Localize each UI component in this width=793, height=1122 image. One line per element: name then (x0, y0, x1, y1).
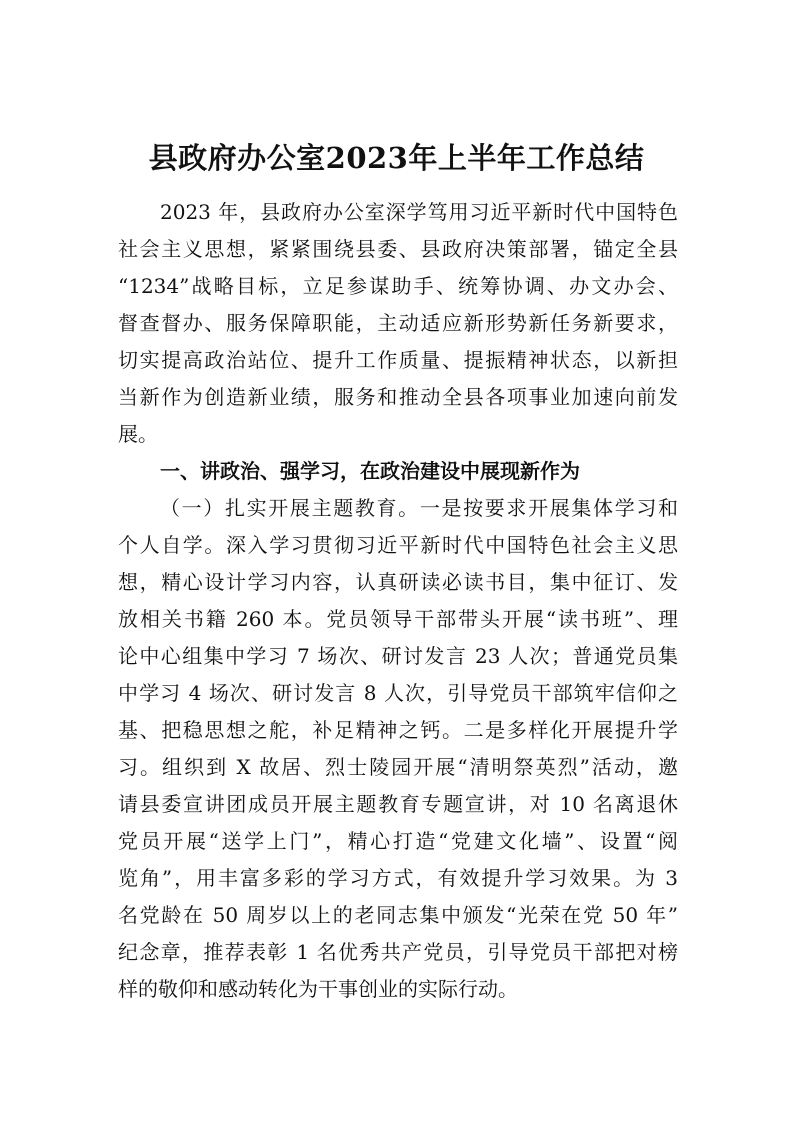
text-line: 览角”，用丰富多彩的学习方式，有效提升学习效果。为 3 (118, 866, 678, 890)
section-heading: 一、讲政治、强学习，在政治建设中展现新作为 (160, 459, 580, 483)
text-line: 督查督办、服务保障职能，主动适应新形势新任务新要求， (118, 311, 678, 335)
text-line: 2023 年，县政府办公室深学笃用习近平新时代中国特色 (160, 200, 678, 224)
text-line: 切实提高政治站位、提升工作质量、提振精神状态，以新担 (118, 348, 678, 372)
text-line: 基、把稳思想之舵，补足精神之钙。二是多样化开展提升学 (118, 718, 678, 742)
text-line: 个人自学。深入学习贯彻习近平新时代中国特色社会主义思 (118, 533, 678, 557)
intro-paragraph (118, 194, 678, 453)
document-body (118, 194, 678, 1008)
text-line: 论中心组集中学习 7 场次、研讨发言 23 人次；普通党员集 (118, 644, 678, 668)
document-title: 县政府办公室2023年上半年工作总结 (148, 141, 645, 175)
text-line: 展。 (118, 422, 158, 446)
text-line: 社会主义思想，紧紧围绕县委、县政府决策部署，锚定全县 (118, 237, 678, 261)
section-paragraph (118, 490, 678, 1008)
text-line: 中学习 4 场次、研讨发言 8 人次，引导党员干部筑牢信仰之 (118, 681, 678, 705)
text-line: 习。组织到 X 故居、烈士陵园开展“清明祭英烈”活动，邀 (118, 755, 678, 779)
text-line: “1234”战略目标，立足参谋助手、统筹协调、办文办会、 (118, 274, 678, 298)
text-line: 当新作为创造新业绩，服务和推动全县各项事业加速向前发 (118, 385, 678, 409)
text-line: 名党龄在 50 周岁以上的老同志集中颁发“光荣在党 50 年” (118, 903, 678, 927)
text-line: 样的敬仰和感动转化为干事创业的实际行动。 (118, 977, 518, 1001)
text-line: 党员开展“送学上门”，精心打造“党建文化墙”、设置“阅 (118, 829, 678, 853)
text-line: 想，精心设计学习内容，认真研读必读书目，集中征订、发 (118, 570, 678, 594)
text-line: 纪念章，推荐表彰 1 名优秀共产党员，引导党员干部把对榜 (118, 940, 678, 964)
text-line: 放相关书籍 260 本。党员领导干部带头开展“读书班”、理 (118, 607, 678, 631)
text-line: 请县委宣讲团成员开展主题教育专题宣讲，对 10 名离退休 (118, 792, 678, 816)
text-line: （一）扎实开展主题教育。一是按要求开展集体学习和 (160, 496, 678, 520)
